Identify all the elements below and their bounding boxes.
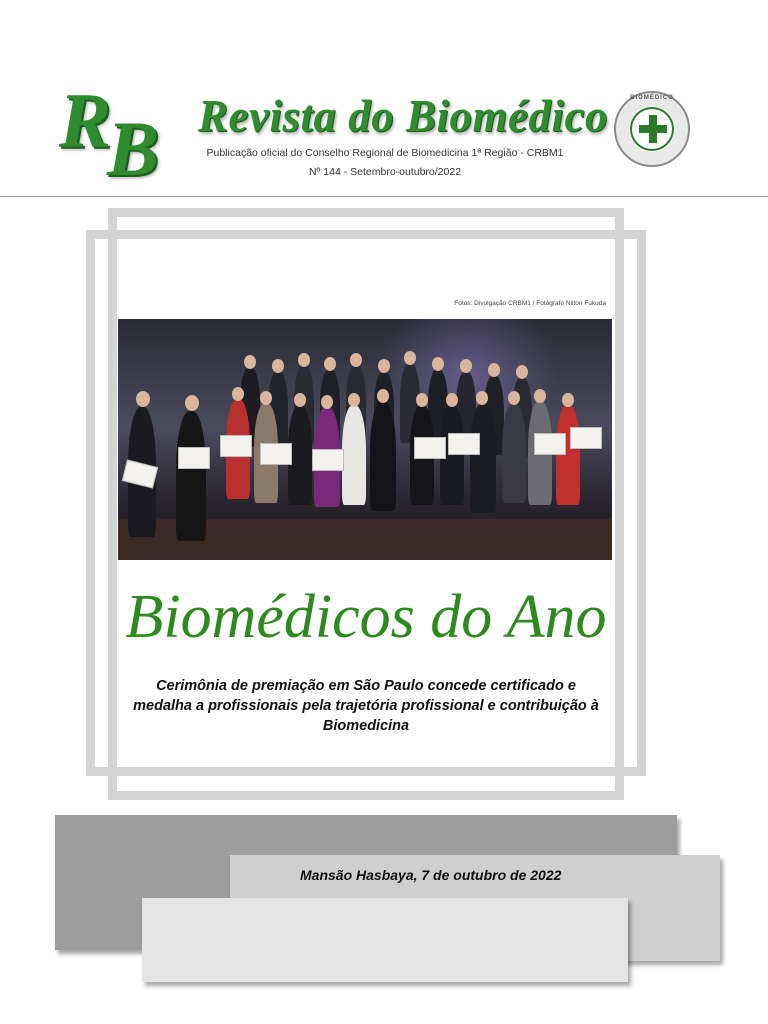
photo-person-head	[136, 391, 150, 407]
photo-person-head	[488, 363, 500, 377]
photo-person-head	[476, 391, 488, 405]
photo-person	[556, 405, 580, 505]
rb-logo-b: B	[107, 105, 160, 192]
seal-label: BIOMÉDICO	[630, 95, 674, 101]
cover-deck: Cerimônia de premiação em São Paulo concede certificado e medalha a profissionais pela trajetória profissional e contribuição à Biomedicina	[133, 678, 599, 734]
rb-logo-r: R	[59, 77, 112, 164]
photo-certificate	[260, 443, 292, 465]
photo-person-head	[260, 391, 272, 405]
photo-person-head	[298, 353, 310, 367]
photo-person-head	[244, 355, 256, 369]
photo-person-head	[348, 393, 360, 407]
group-photo	[118, 319, 612, 560]
photo-person-head	[377, 389, 389, 403]
photo-person-head	[185, 395, 199, 411]
photo-person-head	[516, 365, 528, 379]
photo-person-head	[534, 389, 546, 403]
magazine-subtitle: Publicação oficial do Conselho Regional de Biomedicina 1ª Região - CRBM1	[206, 147, 564, 159]
photo-person	[176, 411, 206, 541]
photo-person-head	[294, 393, 306, 407]
rb-logo-icon	[55, 77, 173, 192]
photo-certificate	[220, 435, 252, 457]
photo-person	[470, 403, 496, 513]
footer-block-light	[142, 898, 628, 982]
photo-person	[502, 403, 526, 503]
photo-person-head	[432, 357, 444, 371]
magazine-title: Revista do Biomédico	[198, 91, 608, 141]
photo-person-head	[416, 393, 428, 407]
photo-person-head	[460, 359, 472, 373]
photo-certificate	[312, 449, 344, 471]
photo-person	[342, 405, 366, 505]
photo-person-head	[378, 359, 390, 373]
photo-person-head	[508, 391, 520, 405]
event-location-date: Mansão Hasbaya, 7 de outubro de 2022	[300, 867, 562, 883]
photo-certificate	[178, 447, 210, 469]
photo-person-head	[321, 395, 333, 409]
seal-cross-horizontal	[639, 125, 667, 133]
issue-number: Nº 144 - Setembro-outubro/2022	[308, 166, 462, 178]
photo-person-head	[562, 393, 574, 407]
header-divider	[0, 196, 768, 197]
photo-person-head	[446, 393, 458, 407]
photo-person-head	[232, 387, 244, 401]
seal-inner-ring	[630, 107, 674, 151]
photo-certificate	[448, 433, 480, 455]
photo-person-head	[272, 359, 284, 373]
biomedico-seal-icon	[614, 91, 690, 167]
photo-person-head	[404, 351, 416, 365]
photo-person	[370, 401, 396, 511]
photo-certificate	[570, 427, 602, 449]
cover-headline: Biomédicos do Ano	[125, 583, 607, 651]
photo-certificate	[534, 433, 566, 455]
photo-person-head	[324, 357, 336, 371]
photo-credit: Fotos: Divulgação CRBM1 / Fotógrafo Nilton Fukuda	[454, 300, 606, 307]
photo-person-head	[350, 353, 362, 367]
photo-certificate	[414, 437, 446, 459]
